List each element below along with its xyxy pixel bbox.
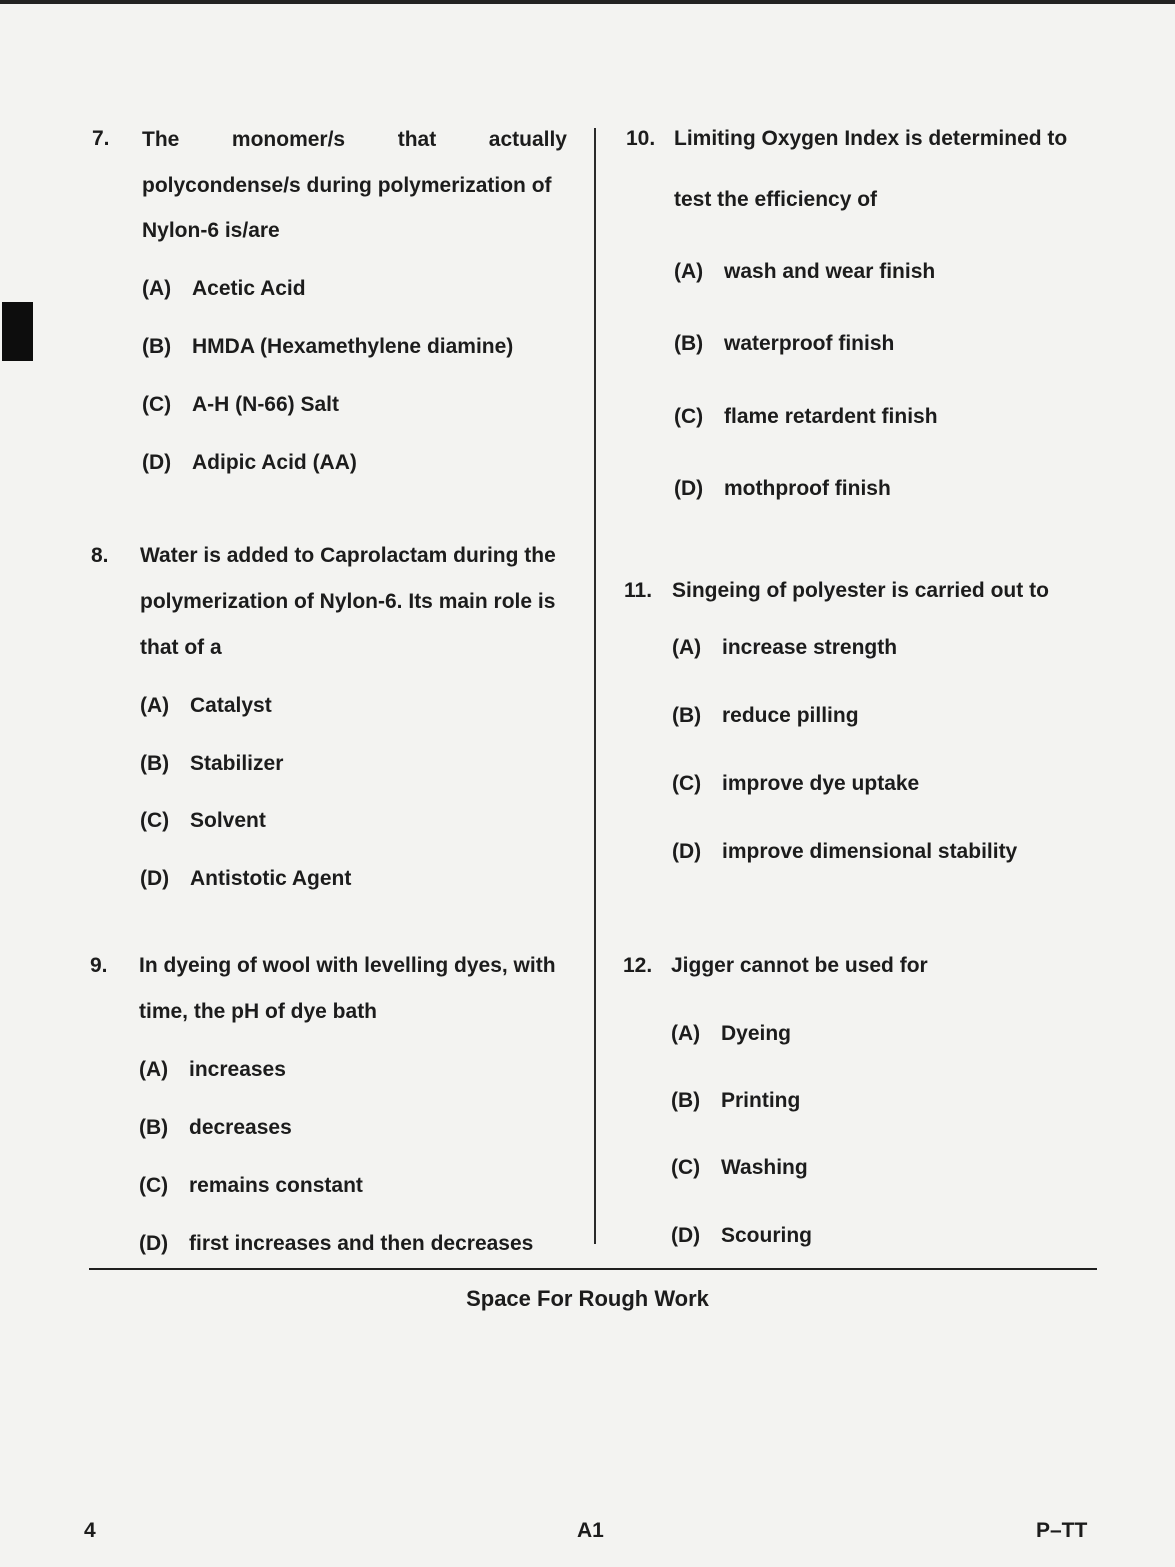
question-text-line: time, the pH of dye bath: [139, 1000, 378, 1023]
question-text-line: Jigger cannot be used for: [671, 954, 928, 977]
question-number: 12.: [623, 954, 653, 977]
option-d: (D) first increases and then decreases: [139, 1232, 534, 1255]
option-a: (A) Dyeing: [671, 1022, 792, 1045]
horizontal-rule: [89, 1268, 1097, 1270]
option-d: (D) mothproof finish: [674, 477, 891, 500]
word: monomer/s: [231, 128, 346, 151]
option-c: (C) A-H (N-66) Salt: [142, 393, 340, 416]
option-b: (B) HMDA (Hexamethylene diamine): [142, 335, 514, 358]
question-text-line: that of a: [140, 636, 222, 659]
rough-work-heading: Space For Rough Work: [466, 1286, 709, 1311]
option-b: (B) decreases: [139, 1116, 292, 1139]
option-a: (A) wash and wear finish: [674, 260, 936, 283]
option-c: (C) remains constant: [139, 1174, 363, 1197]
option-b: (B) waterproof finish: [674, 332, 895, 355]
question-text-line: test the efficiency of: [674, 188, 878, 211]
option-c: (C) Solvent: [140, 809, 266, 832]
question-text-line: Nylon-6 is/are: [142, 219, 280, 242]
option-d: (D) improve dimensional stability: [672, 840, 1018, 863]
paper-code: P–TT: [1036, 1519, 1088, 1542]
page-top-edge: [0, 0, 1175, 4]
question-number: 7.: [92, 127, 110, 150]
option-a: (A) increases: [139, 1058, 286, 1081]
option-d: (D) Scouring: [671, 1224, 813, 1247]
question-number: 11.: [624, 579, 653, 602]
word: actually: [488, 128, 567, 151]
question-text-line: In dyeing of wool with levelling dyes, with: [139, 954, 556, 977]
option-c: (C) flame retardent finish: [674, 405, 938, 428]
question-text-line: polymerization of Nylon-6. Its main role is: [140, 590, 556, 613]
series-code: A1: [577, 1519, 604, 1542]
option-d: (D) Adipic Acid (AA): [142, 451, 357, 474]
question-text-line: polycondense/s during polymerization of: [142, 174, 552, 197]
option-b: (B) Printing: [671, 1089, 801, 1112]
question-text-line: [142, 128, 567, 152]
question-text-line: Singeing of polyester is carried out to: [672, 579, 1049, 602]
option-c: (C) Washing: [671, 1156, 808, 1179]
question-text-line: Limiting Oxygen Index is determined to: [674, 127, 1068, 150]
question-number: 9.: [90, 954, 108, 977]
option-a: (A) Acetic Acid: [142, 277, 306, 300]
question-number: 8.: [91, 544, 109, 567]
question-text-line: Water is added to Caprolactam during the: [140, 544, 556, 567]
word: that: [397, 128, 437, 151]
option-a: (A) increase strength: [672, 636, 898, 659]
option-b: (B) reduce pilling: [672, 704, 859, 727]
question-number: 10.: [626, 127, 656, 150]
edge-marker: [2, 302, 33, 361]
option-d: (D) Antistotic Agent: [140, 867, 352, 890]
page-number: 4: [84, 1519, 96, 1542]
word: The: [142, 128, 180, 151]
option-a: (A) Catalyst: [140, 694, 272, 717]
option-b: (B) Stabilizer: [140, 752, 284, 775]
column-divider: [594, 128, 596, 1244]
option-c: (C) improve dye uptake: [672, 772, 920, 795]
